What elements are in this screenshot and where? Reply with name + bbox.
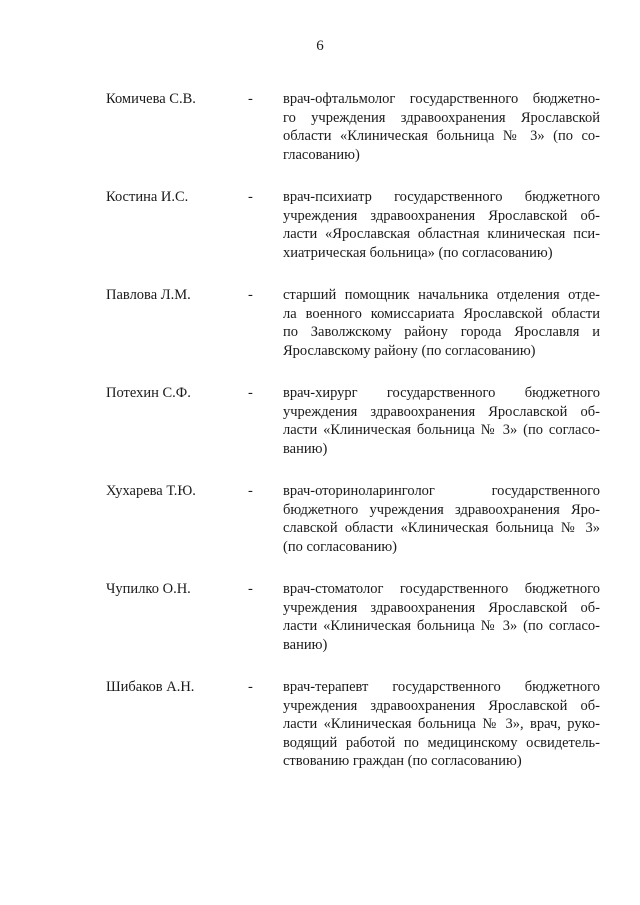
member-name: Костина И.С.	[106, 189, 189, 205]
member-role-line: врач-психиатр государственного бюджетного	[283, 189, 600, 205]
member-entry	[106, 580, 600, 654]
member-role-line: Ярославскому району (по согласованию)	[283, 342, 536, 359]
member-role-line: ла военного комиссариата Ярославской области	[283, 305, 600, 322]
commission-members-list	[106, 90, 600, 795]
member-entry	[106, 188, 600, 262]
member-name: Хухарева Т.Ю.	[106, 483, 196, 499]
member-role-line: ванию)	[283, 636, 328, 653]
member-role	[283, 188, 600, 262]
member-name: Потехин С.Ф.	[106, 385, 191, 401]
member-role	[283, 286, 600, 360]
member-role	[283, 384, 600, 458]
member-role-line: ласти «Клиническая больница № 3», врач, руко-	[283, 716, 600, 732]
member-dash: -	[248, 189, 253, 205]
member-role-line: ласти «Ярославская областная клиническая пси-	[283, 226, 600, 242]
member-role-line: гласованию)	[283, 146, 360, 163]
member-role-line: врач-оториноларинголог государственного	[283, 483, 600, 499]
member-role-line: области «Клиническая больница № 3» (по со-	[283, 128, 600, 144]
member-role	[283, 482, 600, 556]
member-role-line: ласти «Клиническая больница № 3» (по согласо-	[283, 618, 600, 634]
member-name: Павлова Л.М.	[106, 287, 191, 303]
member-role-line: врач-хирург государственного бюджетного	[283, 385, 600, 401]
member-dash: -	[248, 91, 253, 107]
member-role	[283, 90, 600, 164]
member-name: Шибаков А.Н.	[106, 679, 195, 695]
member-role-line: учреждения здравоохранения Ярославской об-	[283, 207, 600, 224]
member-role-line: учреждения здравоохранения Ярославской об-	[283, 697, 600, 714]
member-role-line: ванию)	[283, 440, 328, 457]
member-role-line: бюджетного учреждения здравоохранения Яро-	[283, 501, 600, 518]
member-name: Комичева С.В.	[106, 91, 196, 107]
member-role-line: учреждения здравоохранения Ярославской об-	[283, 403, 600, 420]
member-dash: -	[248, 287, 253, 303]
member-role-line: по Заволжскому району города Ярославля и	[283, 324, 600, 340]
member-role-line: врач-офтальмолог государственного бюджетно-	[283, 91, 600, 107]
member-dash: -	[248, 483, 253, 499]
member-role-line: старший помощник начальника отделения отде-	[283, 287, 600, 303]
member-role-line: (по согласованию)	[283, 538, 397, 555]
member-entry	[106, 678, 600, 771]
member-entry	[106, 482, 600, 556]
member-role-line: го учреждения здравоохранения Ярославской	[283, 109, 600, 126]
member-role	[283, 678, 600, 771]
member-role-line: врач-стоматолог государственного бюджетного	[283, 581, 600, 597]
member-dash: -	[248, 385, 253, 401]
member-role-line: хиатрическая больница» (по согласованию)	[283, 244, 553, 261]
member-role-line: ласти «Клиническая больница № 3» (по согласо-	[283, 422, 600, 438]
member-role-line: ствованию граждан (по согласованию)	[283, 753, 522, 769]
member-dash: -	[248, 581, 253, 597]
member-entry	[106, 90, 600, 164]
member-entry	[106, 286, 600, 360]
member-role-line: славской области «Клиническая больница № 3»	[283, 520, 600, 536]
member-role-line: врач-терапевт государственного бюджетного	[283, 679, 600, 695]
member-role-line: учреждения здравоохранения Ярославской об-	[283, 599, 600, 616]
member-dash: -	[248, 679, 253, 695]
page-number: 6	[316, 38, 324, 54]
member-entry	[106, 384, 600, 458]
member-role-line: водящий работой по медицинскому освидетель-	[283, 734, 600, 751]
member-role	[283, 580, 600, 654]
member-name: Чупилко О.Н.	[106, 581, 191, 597]
